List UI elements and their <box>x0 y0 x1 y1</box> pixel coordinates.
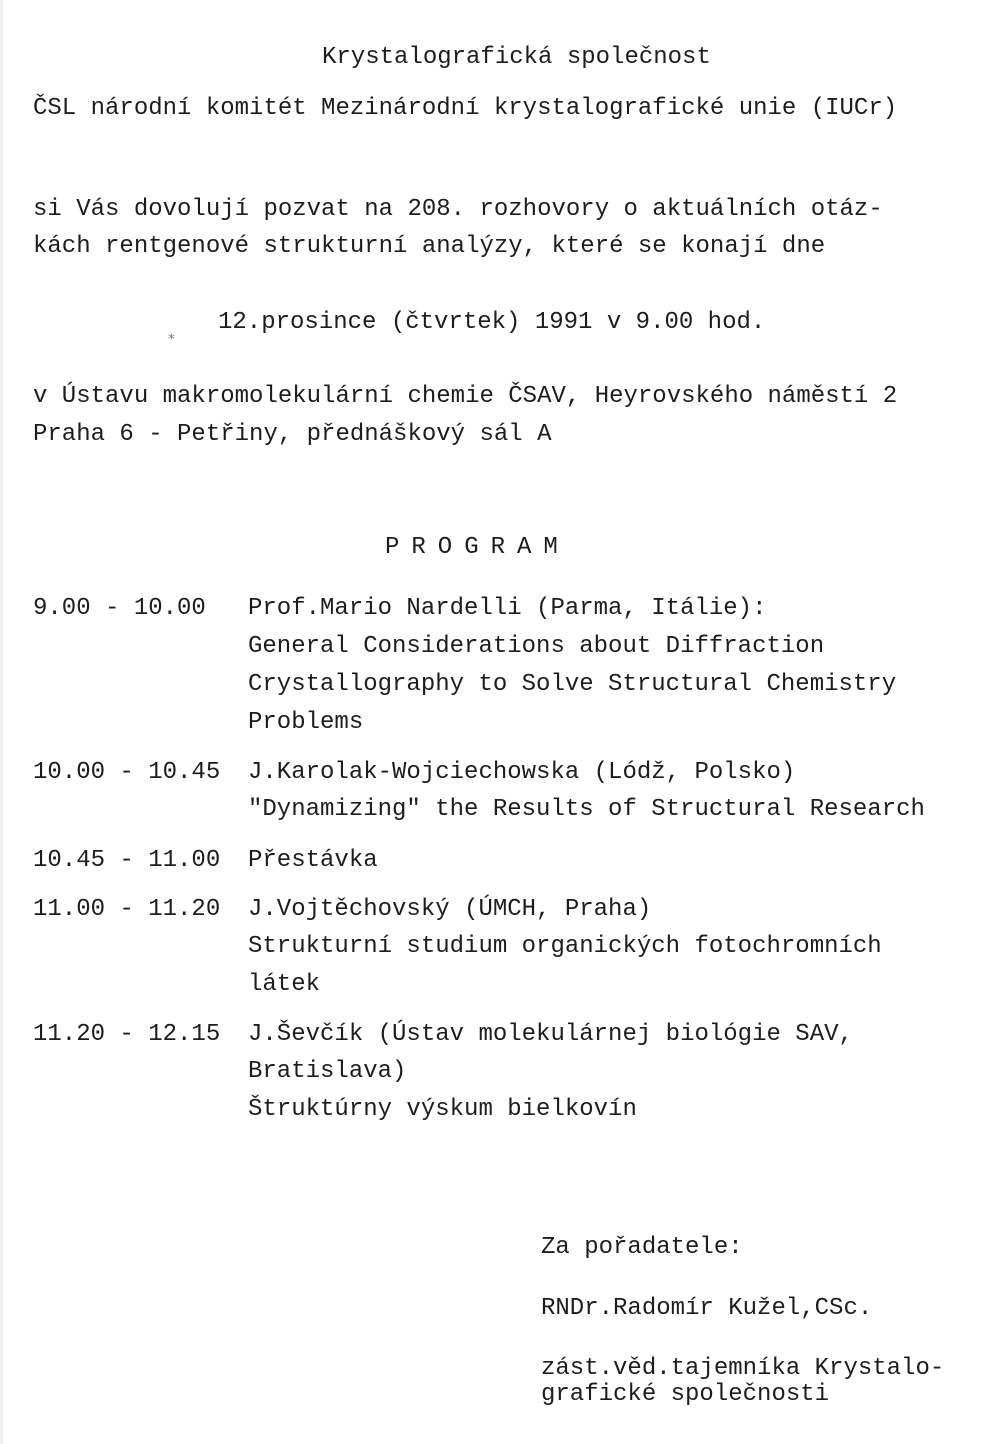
program-item-break: Přestávka <box>248 847 378 874</box>
program-item-title-line: Strukturní studium organických fotochromních <box>248 933 882 960</box>
event-date: 12.prosince (čtvrtek) 1991 v 9.00 hod. <box>218 309 766 336</box>
program-item-speaker: J.Ševčík (Ústav molekulárnej biológie SAV, <box>248 1021 853 1048</box>
program-item-title-line: "Dynamizing" the Results of Structural Research <box>248 796 925 823</box>
venue-line-1: v Ústavu makromolekulární chemie ČSAV, Heyrovského náměstí 2 <box>33 383 898 410</box>
program-item-time: 11.20 - 12.15 <box>33 1021 221 1048</box>
program-item-title-line: Štruktúrny výskum bielkovín <box>248 1096 637 1123</box>
program-item-title-line: látek <box>248 971 321 998</box>
program-item-speaker-line: Bratislava) <box>248 1058 407 1085</box>
program-item-title-line: Problems <box>248 709 364 736</box>
venue-line-2: Praha 6 - Petřiny, přednáškový sál A <box>33 421 552 448</box>
program-item-title-line: General Considerations about Diffraction <box>248 633 825 660</box>
signature-for-organizers: Za pořadatele: <box>541 1234 743 1261</box>
program-item-speaker: Prof.Mario Nardelli (Parma, Itálie): <box>248 595 767 622</box>
committee-name: ČSL národní komitét Mezinárodní krystalografické unie (IUCr) <box>33 95 898 122</box>
program-item-speaker: J.Karolak-Wojciechowska (Lódž, Polsko) <box>248 759 796 786</box>
signature-name: RNDr.Radomír Kužel,CSc. <box>541 1295 873 1322</box>
program-item-time: 9.00 - 10.00 <box>33 595 206 622</box>
signature-role-line-2: grafické společnosti <box>541 1381 830 1408</box>
program-title: PROGRAM <box>385 534 570 561</box>
society-name: Krystalografická společnost <box>322 44 711 71</box>
invitation-line-1: si Vás dovolují pozvat na 208. rozhovory o aktuálních otáz- <box>33 196 883 223</box>
program-item-time: 10.45 - 11.00 <box>33 847 221 874</box>
signature-role-line-1: zást.věd.tajemníka Krystalo- <box>541 1355 945 1382</box>
program-item-speaker: J.Vojtěchovský (ÚMCH, Praha) <box>248 896 652 923</box>
program-item-time: 10.00 - 10.45 <box>33 759 221 786</box>
ink-smudge: ⁎ <box>168 328 175 344</box>
invitation-line-2: kách rentgenové strukturní analýzy, které se konají dne <box>33 233 826 260</box>
program-item-title-line: Crystallography to Solve Structural Chemistry <box>248 671 897 698</box>
program-item-time: 11.00 - 11.20 <box>33 896 221 923</box>
